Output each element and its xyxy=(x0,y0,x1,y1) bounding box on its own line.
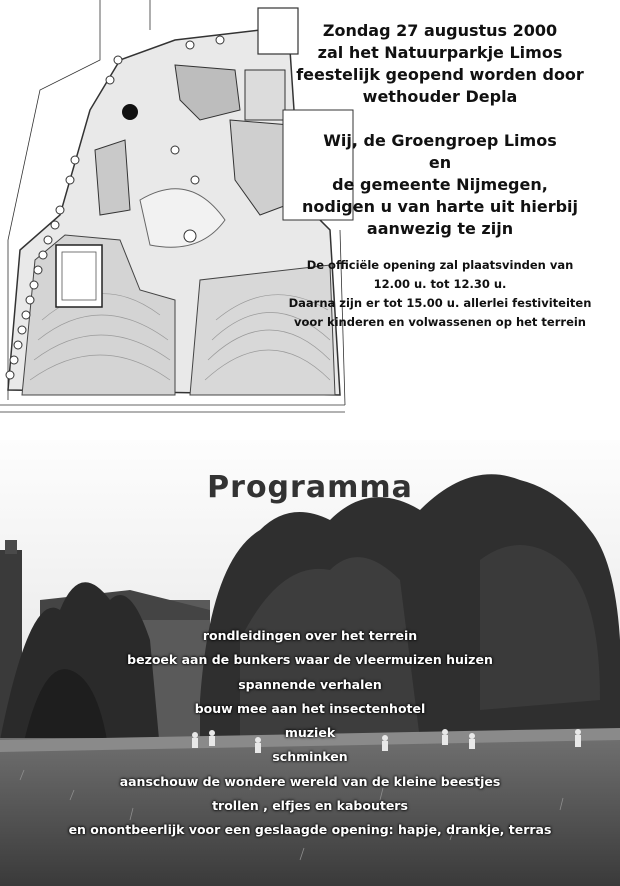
event-date-line: Zondag 27 augustus 2000 xyxy=(322,21,558,40)
alderman-line: wethouder Depla xyxy=(362,87,518,106)
attend-line: aanwezig te zijn xyxy=(366,219,514,238)
festivities-line: Daarna zijn er tot 15.00 u. allerlei festiviteiten xyxy=(288,296,592,310)
program-item: schminken xyxy=(272,749,348,765)
audience-line: voor kinderen en volwassenen op het terrein xyxy=(293,315,586,329)
program-item: muziek xyxy=(284,725,336,741)
program-item: bezoek aan de bunkers waar de vleermuizen huizen xyxy=(127,652,493,668)
and-line: en xyxy=(428,153,452,172)
program-item: aanschouw de wondere wereld van de kleine beestjes xyxy=(119,773,501,789)
program-item: en onontbeerlijk voor een geslaagde opening: hapje, drankje, terras xyxy=(68,822,552,838)
park-name-line: zal het Natuurparkje Limos xyxy=(317,43,563,62)
programma-title: Programma xyxy=(207,470,413,505)
opening-time-line: 12.00 u. tot 12.30 u. xyxy=(373,277,507,291)
host-line: Wij, de Groengroep Limos xyxy=(323,131,557,150)
opening-info-line: De officiële opening zal plaatsvinden van xyxy=(306,258,574,272)
program-item: trollen , elfjes en kabouters xyxy=(212,798,408,814)
invite-line: nodigen u van harte uit hierbij xyxy=(301,197,578,216)
program-item: rondleidingen over het terrein xyxy=(202,628,418,643)
municipality-line: de gemeente Nijmegen, xyxy=(332,175,548,194)
programma-list xyxy=(0,624,620,843)
invitation-text xyxy=(270,20,610,332)
program-item: spannende verhalen xyxy=(238,676,382,692)
opening-line: feestelijk geopend worden door xyxy=(296,65,584,84)
program-item: bouw mee aan het insectenhotel xyxy=(194,700,426,716)
